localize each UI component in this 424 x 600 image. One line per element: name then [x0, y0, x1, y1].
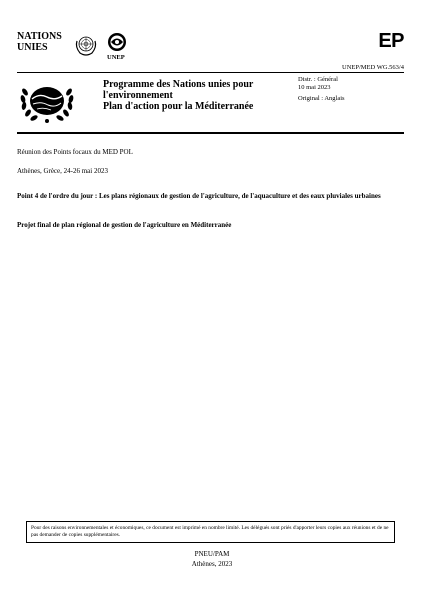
distribution-block — [298, 76, 345, 103]
programme-title-line2: l'environnement — [103, 90, 173, 101]
programme-title — [103, 79, 281, 112]
agenda-item: Point 4 de l'ordre du jour : Les plans régionaux de gestion de l'agriculture, de l'aquaculture et des eaux pluviales urbaines — [17, 192, 381, 200]
organization-name — [17, 31, 62, 53]
unep-logo-icon — [107, 32, 127, 54]
mediterranean-wreath-icon — [17, 76, 77, 126]
organization-name-line2: UNIES — [17, 42, 48, 53]
environment-note: Pour des raisons environnementales et économiques, ce document est imprimé en nombre limité. Les délégués sont priés d'apporter leurs copies aux réunions et de ne pas demander de copies supplémentaires. — [26, 521, 395, 543]
header-bottom-rule — [17, 132, 404, 134]
document-symbol: UNEP/MED WG.563/4 — [342, 64, 404, 71]
meeting-place-date: Athènes, Grèce, 24-26 mai 2023 — [17, 167, 108, 175]
meeting-name: Réunion des Points focaux du MED POL — [17, 148, 133, 156]
document-title: Projet final de plan régional de gestion de l'agriculture en Méditerranée — [17, 221, 232, 229]
unep-label: UNEP — [107, 54, 125, 61]
distribution-status: Distr. : Général — [298, 76, 338, 83]
programme-title-line1: Programme des Nations unies pour — [103, 79, 254, 90]
original-language: Original : Anglais — [298, 95, 345, 102]
header-divider — [17, 72, 404, 73]
organization-name-line1: NATIONS — [17, 31, 62, 42]
un-emblem-icon — [74, 33, 98, 57]
issuer-block — [0, 549, 424, 569]
document-date: 10 mai 2023 — [298, 84, 331, 91]
programme-title-line3: Plan d'action pour la Méditerranée — [103, 101, 254, 112]
issuer-place-year: Athènes, 2023 — [191, 560, 233, 568]
language-code: EP — [378, 30, 404, 52]
issuer-name: PNEU/PAM — [194, 550, 230, 558]
